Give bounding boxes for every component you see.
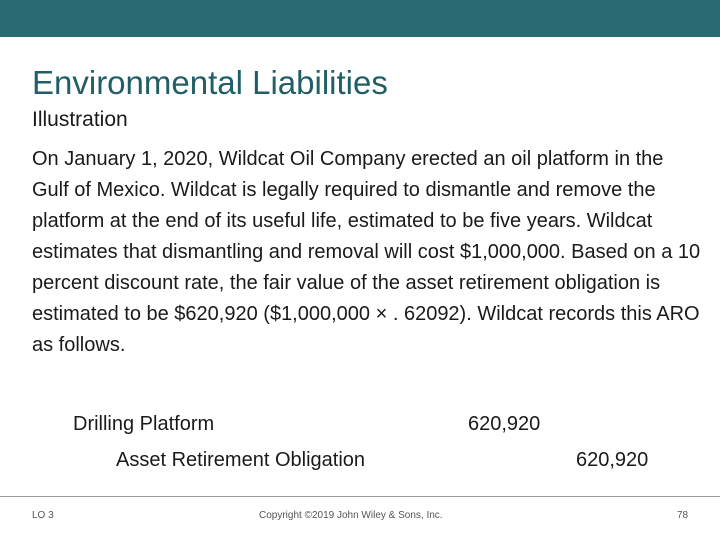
- journal-debit-account: Drilling Platform: [73, 413, 215, 435]
- footer-divider: [0, 496, 720, 497]
- slide-title: Environmental Liabilities: [32, 64, 388, 101]
- page-number: 78: [677, 510, 689, 521]
- top-banner: [0, 0, 720, 37]
- copyright-notice: Copyright ©2019 John Wiley & Sons, Inc.: [259, 510, 443, 521]
- journal-credit-amount: 620,920: [576, 449, 649, 471]
- learning-objective-label: LO 3: [32, 510, 54, 521]
- slide-subtitle: Illustration: [32, 108, 128, 131]
- journal-debit-amount: 620,920: [468, 413, 541, 435]
- slide-body-text: On January 1, 2020, Wildcat Oil Company erected an oil platform in the Gulf of Mexico. Wildcat is legally required to dismantle and remove the platform at the end of its useful life, estimated to be five years. Wildcat estimates that dismantling and removal will cost $1,000,000. Based on a 10 percent discount rate, the fair value of the asset retirement obligation is estimated to be $620,920 ($1,000,000 × . 62092). Wildcat records this ARO as follows.: [32, 148, 701, 356]
- journal-credit-account: Asset Retirement Obligation: [116, 449, 366, 471]
